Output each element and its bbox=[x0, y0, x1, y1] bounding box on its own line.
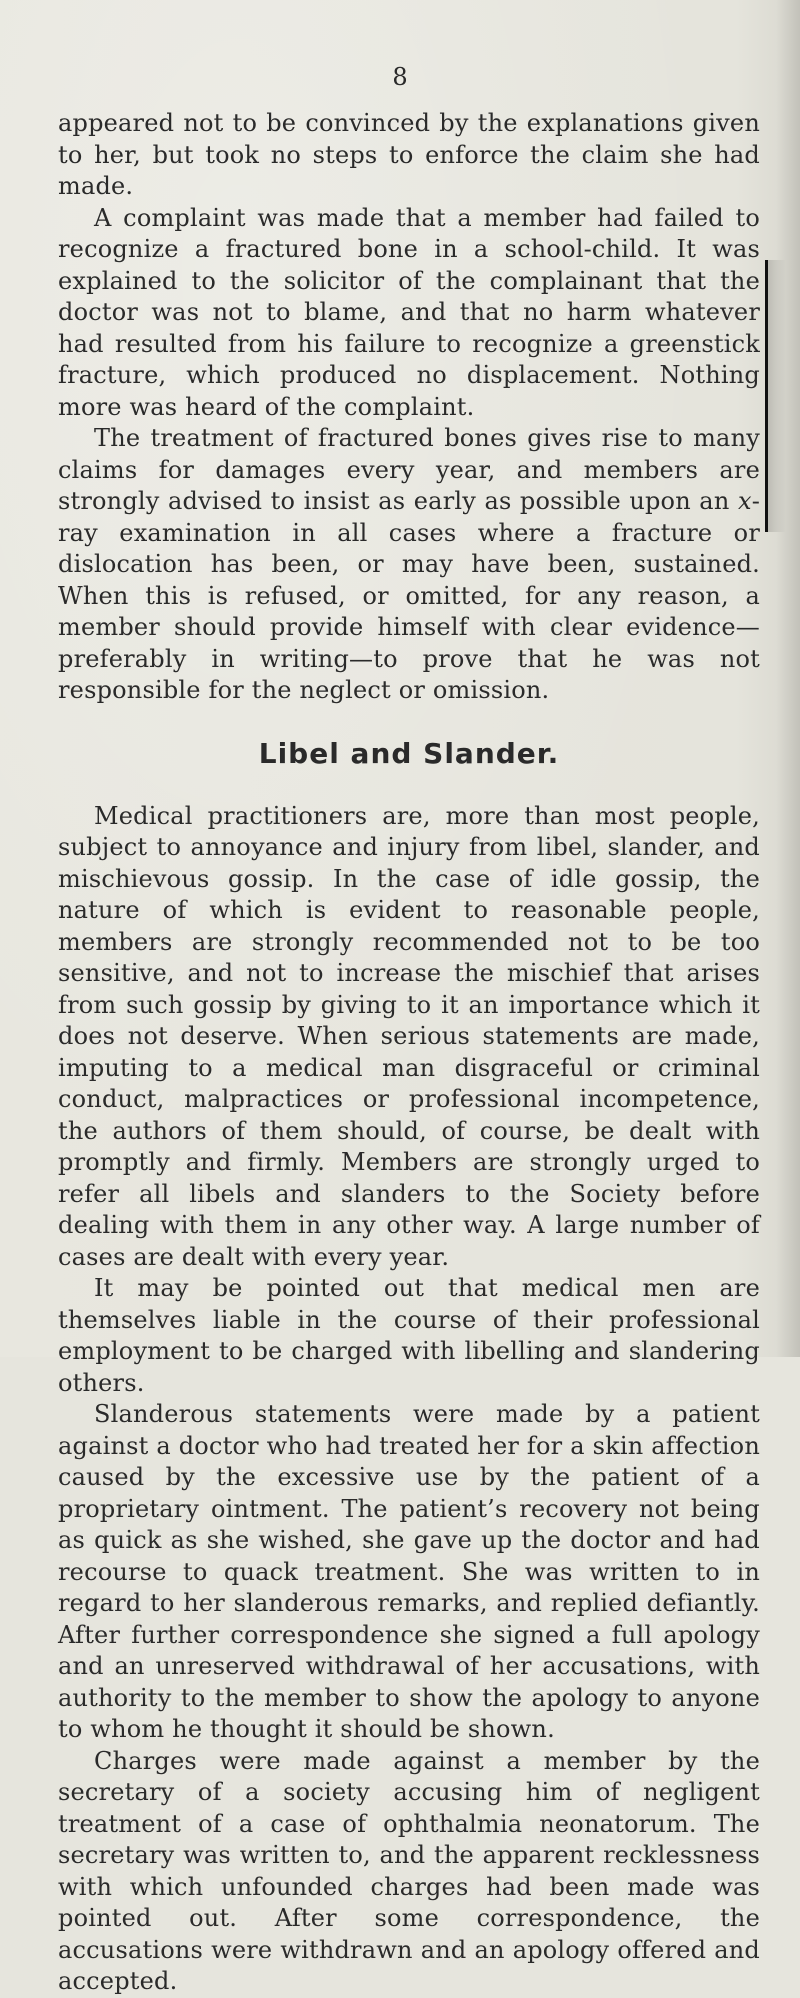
xray-italic-x: x bbox=[737, 487, 752, 515]
paragraph-liability: It may be pointed out that medical men are themselves liable in the course of their professional employment to be charged with libelling and slandering others. bbox=[58, 1274, 760, 1397]
xray-text-before: The treatment of fractured bones gives rise to many claims for damages every year, and members are strongly advised to insist as early as possible upon an bbox=[58, 424, 760, 515]
page-number: 8 bbox=[392, 63, 408, 91]
section-heading-libel-slander: Libel and Slander. bbox=[258, 736, 560, 770]
paragraph-slanderous-patient: Slanderous statements were made by a patient against a doctor who had treated her for a skin affection caused by the excessive use by the patient of a proprietary ointment. The patient’s recovery not being as quick as she wished, she gave up the doctor and had recourse to quack treatment. She was written to in regard to her slanderous remarks, and replied defiantly. After further correspondence she signed a full apology and an unreserved withdrawal of her accusations, with authority to the member to show the apology to anyone to whom he thought it should be shown. bbox=[58, 1400, 760, 1743]
paragraph-ophthalmia-charges: Charges were made against a member by the secretary of a society accusing him of negligent treatment of a case of ophthalmia neonatorum. The secretary was written to, and the apparent recklessness with which unfounded charges had been made was pointed out. After some correspondence, the accusations were withdrawn and an apology offered and accepted. bbox=[58, 1746, 760, 1995]
paragraph-fractured-bone-complaint: A complaint was made that a member had failed to recognize a fractured bone in a school-child. It was explained to the solicitor of the complainant that the doctor was not to blame, and that no harm whatever had resulted from his failure to recognize a greenstick fracture, which produced no displacement. Nothing more was heard of the complaint. bbox=[58, 203, 760, 421]
xray-text-after: -ray examination in all cases where a fracture or dislocation has been, or may have been, sustained. When this is refused, or omitted, for any reason, a member should provide himself with clear evidence—preferably in writing—to prove that he was not responsible for the neglect or omission. bbox=[58, 487, 760, 704]
page-edge-shadow bbox=[776, 0, 800, 1357]
paragraph-xray-advice bbox=[58, 423, 760, 707]
paragraph-continued: appeared not to be convinced by the explanations given to her, but took no steps to enforce the claim she had made. bbox=[58, 109, 760, 200]
paragraph-libel-intro: Medical practitioners are, more than most people, subject to annoyance and injury from libel, slander, and mischievous gossip. In the case of idle gossip, the nature of which is evident to reasonable people, members are strongly recommended not to be too sensitive, and not to increase the mischief that arises from such gossip by giving to it an importance which it does not deserve. When serious statements are made, imputing to a medical man disgraceful or criminal conduct, malpractices or professional incompetence, the authors of them should, of course, be dealt with promptly and firmly. Members are strongly urged to refer all libels and slanders to the Society before dealing with them in any other way. A large number of cases are dealt with every year. bbox=[58, 801, 760, 1271]
body-text bbox=[58, 108, 760, 1998]
